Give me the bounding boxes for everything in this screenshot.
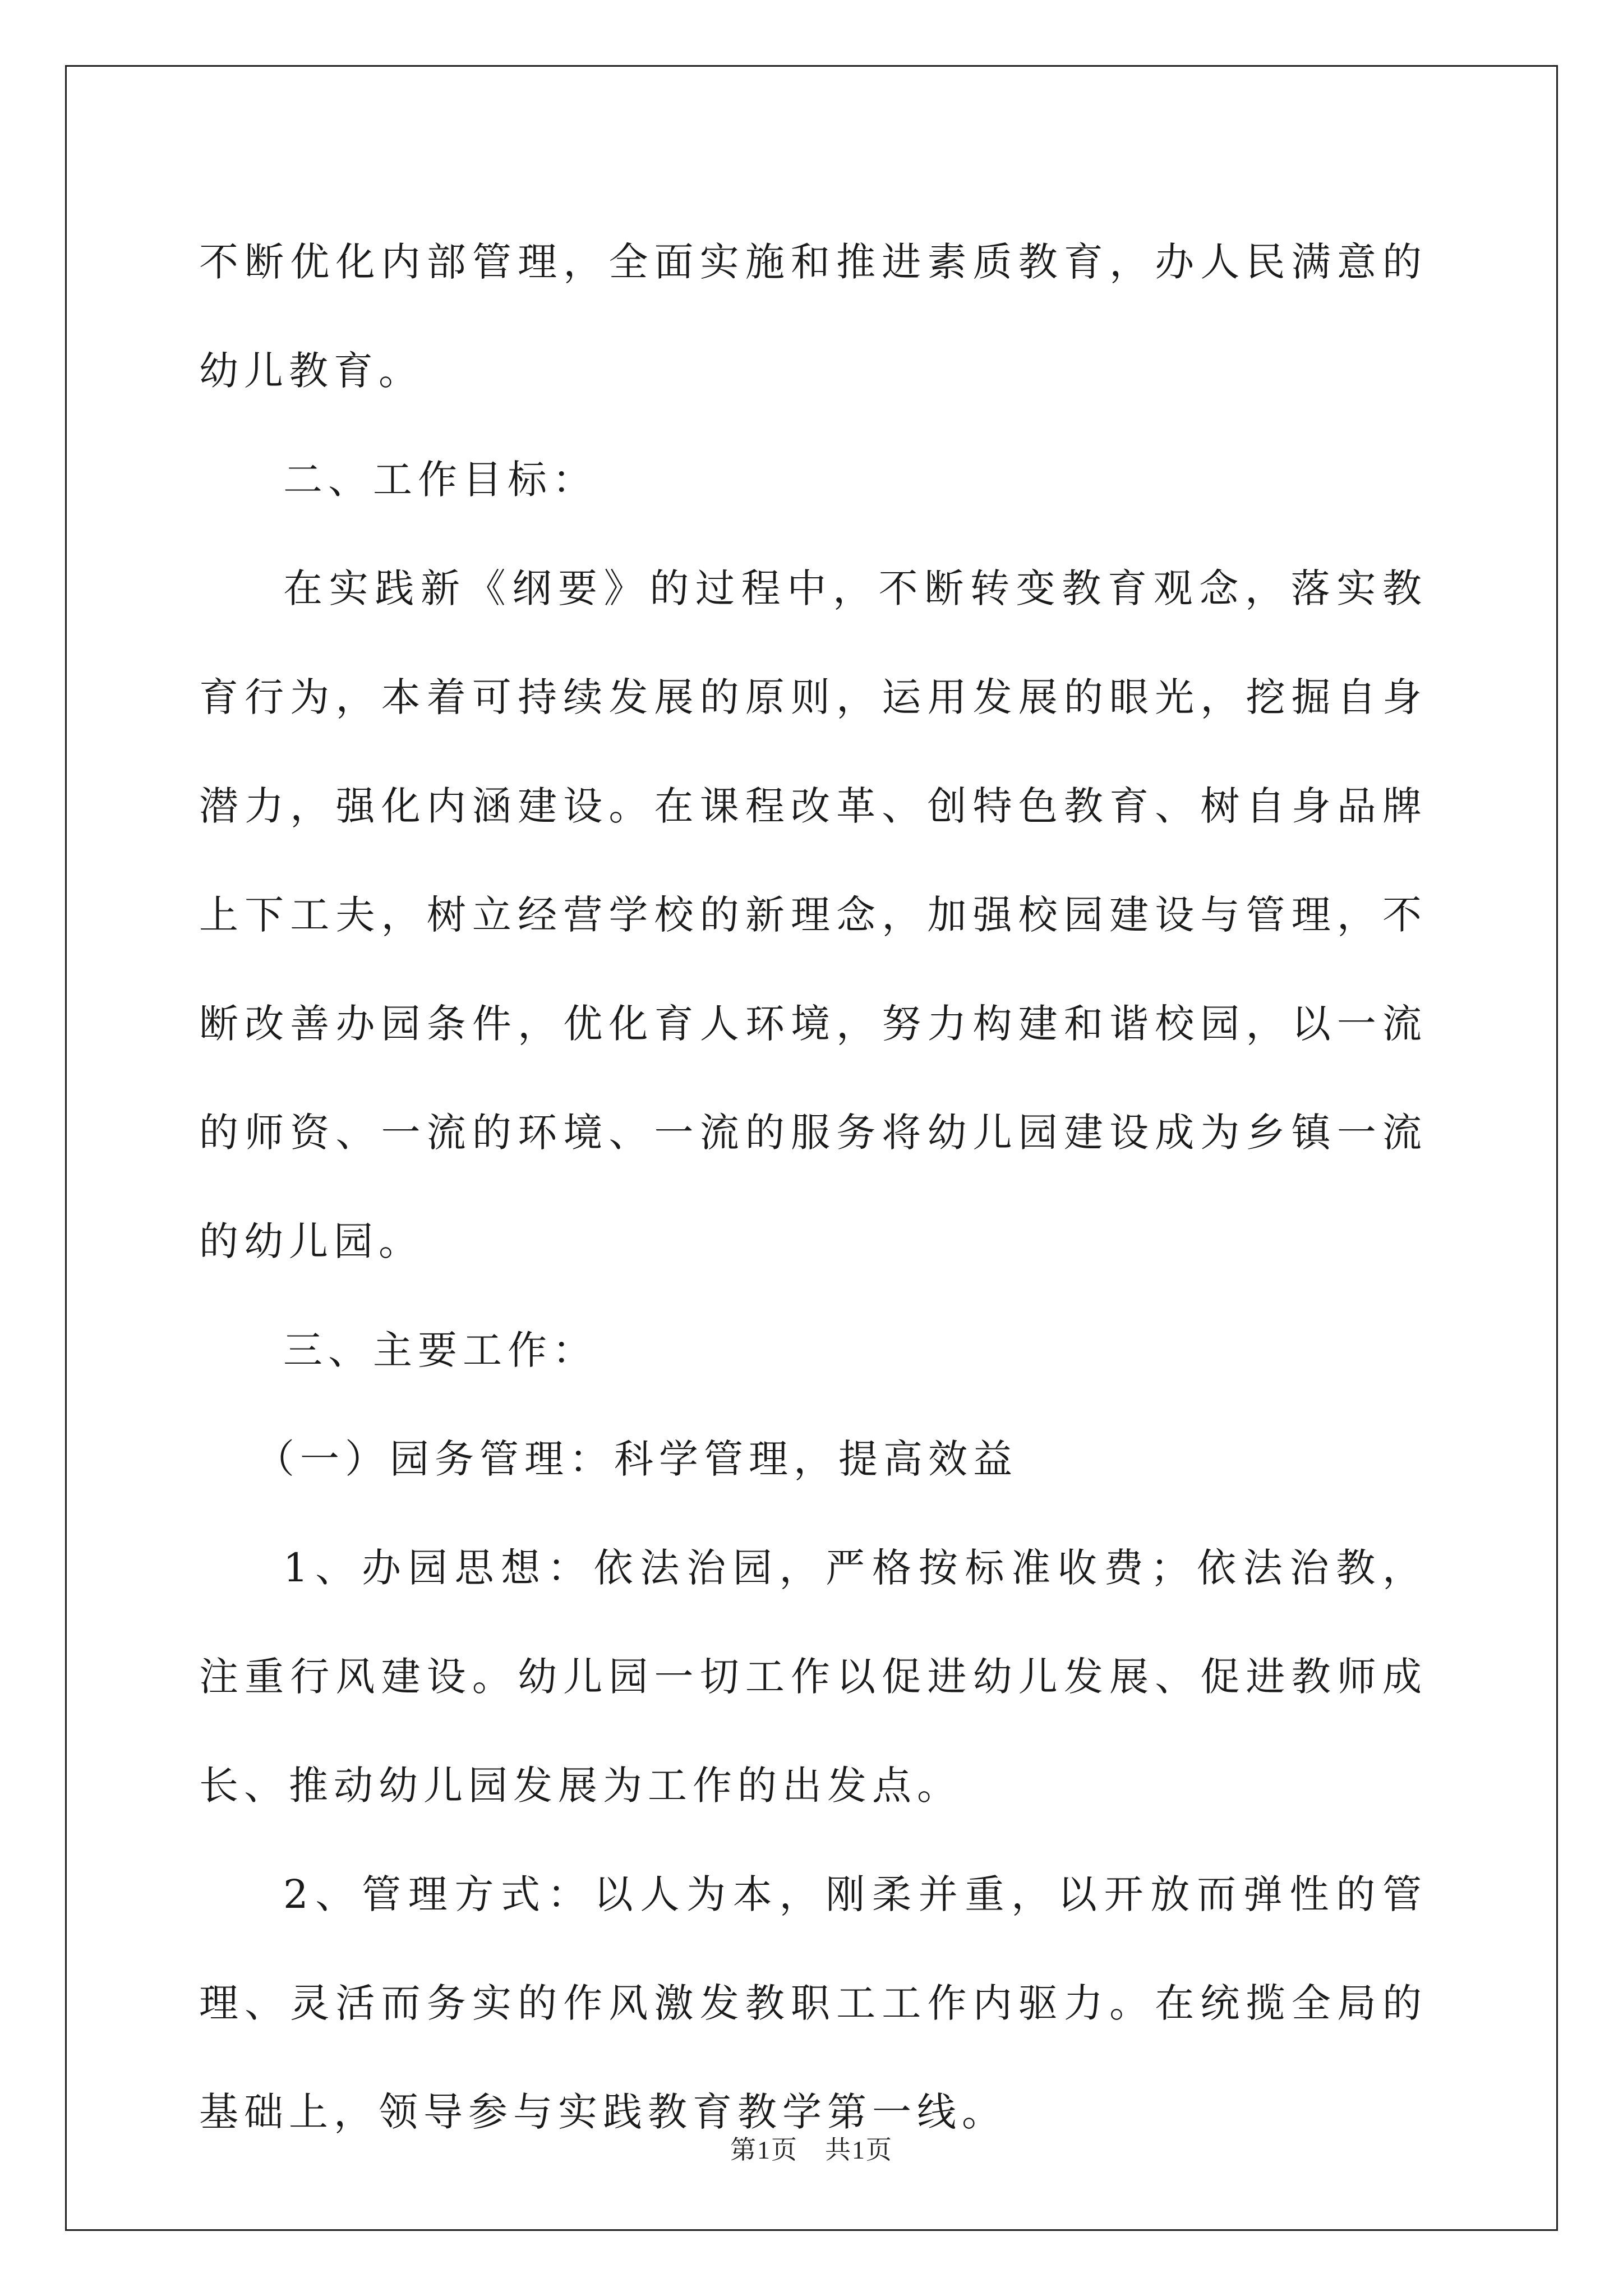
- document-body: [199, 208, 1427, 2166]
- heading-main-work: 三、主要工作：: [283, 1327, 597, 1373]
- paragraph-philosophy: 1、办园思想：依法治园，严格按标准收费；依法治教，注重行风建设。幼儿园一切工作以促进幼儿发展、促进教师成长、推动幼儿园发展为工作的出发点。: [199, 1545, 1427, 1809]
- paragraph-management-style: 2、管理方式：以人为本，刚柔并重，以开放而弹性的管理、灵活而务实的作风激发教职工工作内驱力。在统揽全局的基础上，领导参与实践教育教学第一线。: [199, 1871, 1427, 2135]
- page-number-footer: 第1页 共1页: [730, 2136, 893, 2164]
- paragraph-intro: 不断优化内部管理，全面实施和推进素质教育，办人民满意的幼儿教育。: [199, 239, 1427, 394]
- subheading-admin-management: （一）园务管理：科学管理，提高效益: [255, 1436, 1018, 1482]
- paragraph-work-goals: 在实践新《纲要》的过程中，不断转变教育观念，落实教育行为，本着可持续发展的原则，运用发展的眼光，挖掘自身潜力，强化内涵建设。在课程改革、创特色教育、树自身品牌上下工夫，树立经营学校的新理念，加强校园建设与管理，不断改善办园条件，优化育人环境，努力构建和谐校园，以一流的师资、一流的环境、一流的服务将幼儿园建设成为乡镇一流的幼儿园。: [199, 565, 1427, 1264]
- heading-work-goals: 二、工作目标：: [283, 457, 597, 503]
